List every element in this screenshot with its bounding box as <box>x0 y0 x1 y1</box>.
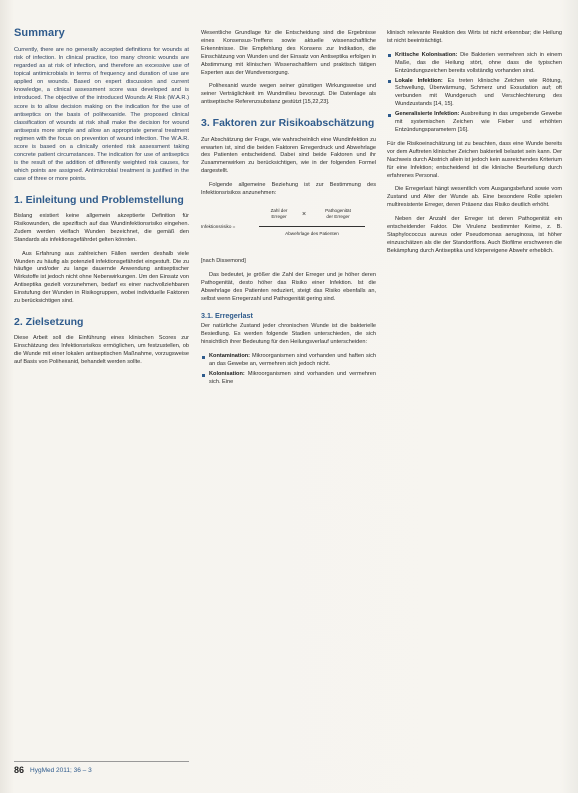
section-2-paragraph: Diese Arbeit soll die Einführung eines klinischen Scores zur Einschätzung des Infektionsrisikos ermöglichen, um festzustellen, ob die Wunde mit einer lokalen antiseptischen Maßnahme, vorzugsweise auf Basis von Polihexanid, behandelt werden sollte. <box>14 335 189 366</box>
formula-fraction-bar <box>259 226 365 227</box>
term-label: Kolonisation: <box>209 370 245 377</box>
list-item <box>387 78 562 110</box>
infection-risk-formula <box>201 204 376 252</box>
list-item <box>387 111 562 135</box>
formula-numerator-2 <box>313 208 363 219</box>
list-item <box>201 371 376 387</box>
column-right <box>387 30 562 262</box>
intro-paragraph: Wesentliche Grundlage für die Entscheidung sind die Ergebnisse eines Konsensus-Treffens sowie aktuelle wissenschaftliche Erkenntnisse. Die Empfehlung des Konsens zur Indikation, die Einschätzung von Wunden und der Einsatz von Antiseptika erfolgen in Abstimmung mit klinischen Wissenschaftlern und praktisch tätigen Experten aus der Wundversorgung. <box>201 30 376 76</box>
section-1-heading: 1. Einleitung und Problemstellung <box>14 193 184 206</box>
formula-num1-line1: Zahl der <box>270 208 288 213</box>
column-left <box>14 27 189 373</box>
subsection-3-1-paragraph: Der natürliche Zustand jeder chronischen Wunde ist die bakterielle Besiedlung. Es werden folgende Stadien unterschieden, die sich hinsichtlich ihrer Bedeutung für den Heilungsverlauf unterscheiden: <box>201 323 376 346</box>
after-formula-paragraph: Das bedeutet, je größer die Zahl der Erreger und je höher deren Pathogenität, desto höher das Risiko einer Infektion. Ist die Abwehrlage des Patienten reduziert, steigt das Risiko ebenfalls an, selbst wenn Erregerzahl und Pathogenität gering sind. <box>201 271 376 302</box>
section-3-paragraph: Folgende allgemeine Beziehung ist zur Bestimmung des Infektionsrisikos anzunehmen: <box>201 182 376 197</box>
term-label: Generalisierte Infektion: <box>395 111 460 118</box>
continued-paragraph: klinisch relevante Reaktion des Wirts ist nicht erkennbar; die Heilung ist nicht beeinträchtigt. <box>387 30 562 44</box>
body-paragraph: Neben der Anzahl der Erreger ist deren Pathogenität ein entscheidender Faktor. Die Virulenz bestimmter Keime, z. B. Staphylococcus aureus oder Pseudomonas aeruginosa, ist höher einzuschätzen als die der Standortflora. Auch Biofilme erschweren die Bekämpfung durch Antiseptika und körpereigene Abwehr erheblich. <box>387 216 562 254</box>
intro-paragraph: Polihexanid wurde wegen seiner günstigen Wirkungsweise und seiner Verträglichkeit im Wundmilieu bevorzugt. Die Datenlage als antiseptische Referenzsubstanz gestützt [15,22,23]. <box>201 83 376 106</box>
column-middle <box>201 30 376 393</box>
page-number: 86 <box>14 765 25 775</box>
summary-paragraph: Currently, there are no generally accepted definitions for wounds at risk of infection. In clinical practice, too many chronic wounds are regarded as at risk of infection, and therefore an excessive use of topical antimicrobials in terms of frequency and duration of use are applied on wounds. Based on expert discussion and current knowledge, a clinical assessment score was developed and is introduced. The objective of the introduced Wounds At Risk (W.A.R.) score is to allow decision making on the indication for the use of antiseptics on the basis of polihexanide. The proposed clinical classification of wounds at risk shall make the decision for wound antisepsis more simple and allow an appropriate general treatment regimen with the focus on prevention of wound infection. The W.A.R. score is based on a clinically oriented risk assessment taking concrete patient circumstances. The indication for use of antiseptics is the result of the addition of differently weighted risk causes, for which points are assigned. Antimicrobial treatment is justified in the case of three or more points. <box>14 46 189 183</box>
body-paragraph: Für die Risikoeinschätzung ist zu beachten, dass eine Wunde bereits vor dem Auftreten klinischer Zeichen bakteriell belastet sein kann. Der Nachweis durch Abstrich allein ist jedoch kein ausreichendes Kriterium für eine Infektion; entscheidend ist die klinische Beurteilung durch erfahrenes Personal. <box>387 140 562 179</box>
term-text: Es treten klinische Zeichen wie Rötung, Schwellung, Überwärmung, Schmerz und Exsudation auf; oft verbunden mit Wundgeruch und Verschlechterung des Wundzustands [14, 15]. <box>395 77 562 108</box>
section-2-heading: 2. Zielsetzung <box>14 315 84 328</box>
formula-source: [nach Dissemond] <box>201 258 246 264</box>
subsection-3-1-heading: 3.1. Erregerlast <box>201 310 253 320</box>
list-item <box>387 52 562 76</box>
section-1-paragraph: Aus Erfahrung aus zahlreichen Fällen werden deshalb viele Wunden zu häufig als potenziell infektionsgefährdet eingestuft. Die zu häufige und/oder zu lange dauernde Anwendung antiseptischer Wirkstoffe ist jedoch nicht ohne Nebenwirkungen. Um den Einsatz von Antiseptika gezielt vorzunehmen, bedarf es einer nachvollziehbaren Einstufung der Wunden in Risikogruppen, wobei individuelle Faktoren zu berücksichtigen sind. <box>14 250 189 305</box>
formula-lhs: Infektionsrisiko = <box>201 224 236 229</box>
page-footer <box>14 765 92 775</box>
term-label: Kritische Kolonisation: <box>395 51 458 58</box>
infection-stage-list <box>387 52 562 135</box>
term-text: Mikroorganismen sind vorhanden und vermehren sich. Eine <box>209 370 376 385</box>
footer-rule <box>14 761 189 762</box>
journal-citation: HygMed 2011; 36 – 3 <box>30 766 92 774</box>
formula-numerator-1 <box>261 208 297 219</box>
term-label: Kontamination: <box>209 353 251 360</box>
formula-denominator: Abwehrlage des Patienten <box>285 231 339 236</box>
formula-num1-line2: Erreger <box>271 213 287 219</box>
term-text: Mikroorganismen sind vorhanden und haften sich an das Gewebe an, vermehren sich jedoch nicht. <box>209 353 376 368</box>
body-paragraph: Die Erregerlast hängt wesentlich vom Ausgangsbefund sowie vom Zustand und Alter der Wunde ab. Eine besondere Rolle spielen multiresistente Erreger, deren Präsenz das Risiko deutlich erhöht. <box>387 186 562 209</box>
section-1-paragraph: Bislang existiert keine allgemein akzeptierte Definition für Risikowunden, die spezifisch auf das Wundinfektionsrisiko eingehen. Zudem werden vielfach Wunden bezeichnet, die gemäß den Standards als infektionsgefährdet gelten könnten. <box>14 213 189 243</box>
term-label: Lokale Infektion: <box>395 77 443 84</box>
term-text: Die Bakterien vermehren sich in einem Maße, das die Heilung stört, ohne dass die typischen Entzündungszeichen bereits vollständig vorhanden sind. <box>395 51 562 74</box>
term-text: Ausbreitung in das umgebende Gewebe mit systemischen Zeichen wie Fieber und erhöhten Entzündungsparametern [16]. <box>395 111 562 133</box>
formula-num2-line1: Pathogenität <box>325 208 351 213</box>
summary-heading: Summary <box>14 27 65 39</box>
list-item <box>201 353 376 369</box>
formula-times: × <box>302 211 307 218</box>
formula-num2-line2: der Erreger <box>326 213 350 219</box>
stage-list <box>201 353 376 387</box>
section-3-heading: 3. Faktoren zur Risikoabschätzung <box>201 117 375 130</box>
section-3-paragraph: Zur Abschätzung der Frage, wie wahrscheinlich eine Wundinfektion zu erwarten ist, sind die beiden Faktoren Erregerdruck und Abwehrlage des Patienten entscheidend. Dabei sind beide Faktoren und ihr Zusammenwirken zu berücksichtigen, wie in der folgenden Formel dargestellt. <box>201 136 376 175</box>
